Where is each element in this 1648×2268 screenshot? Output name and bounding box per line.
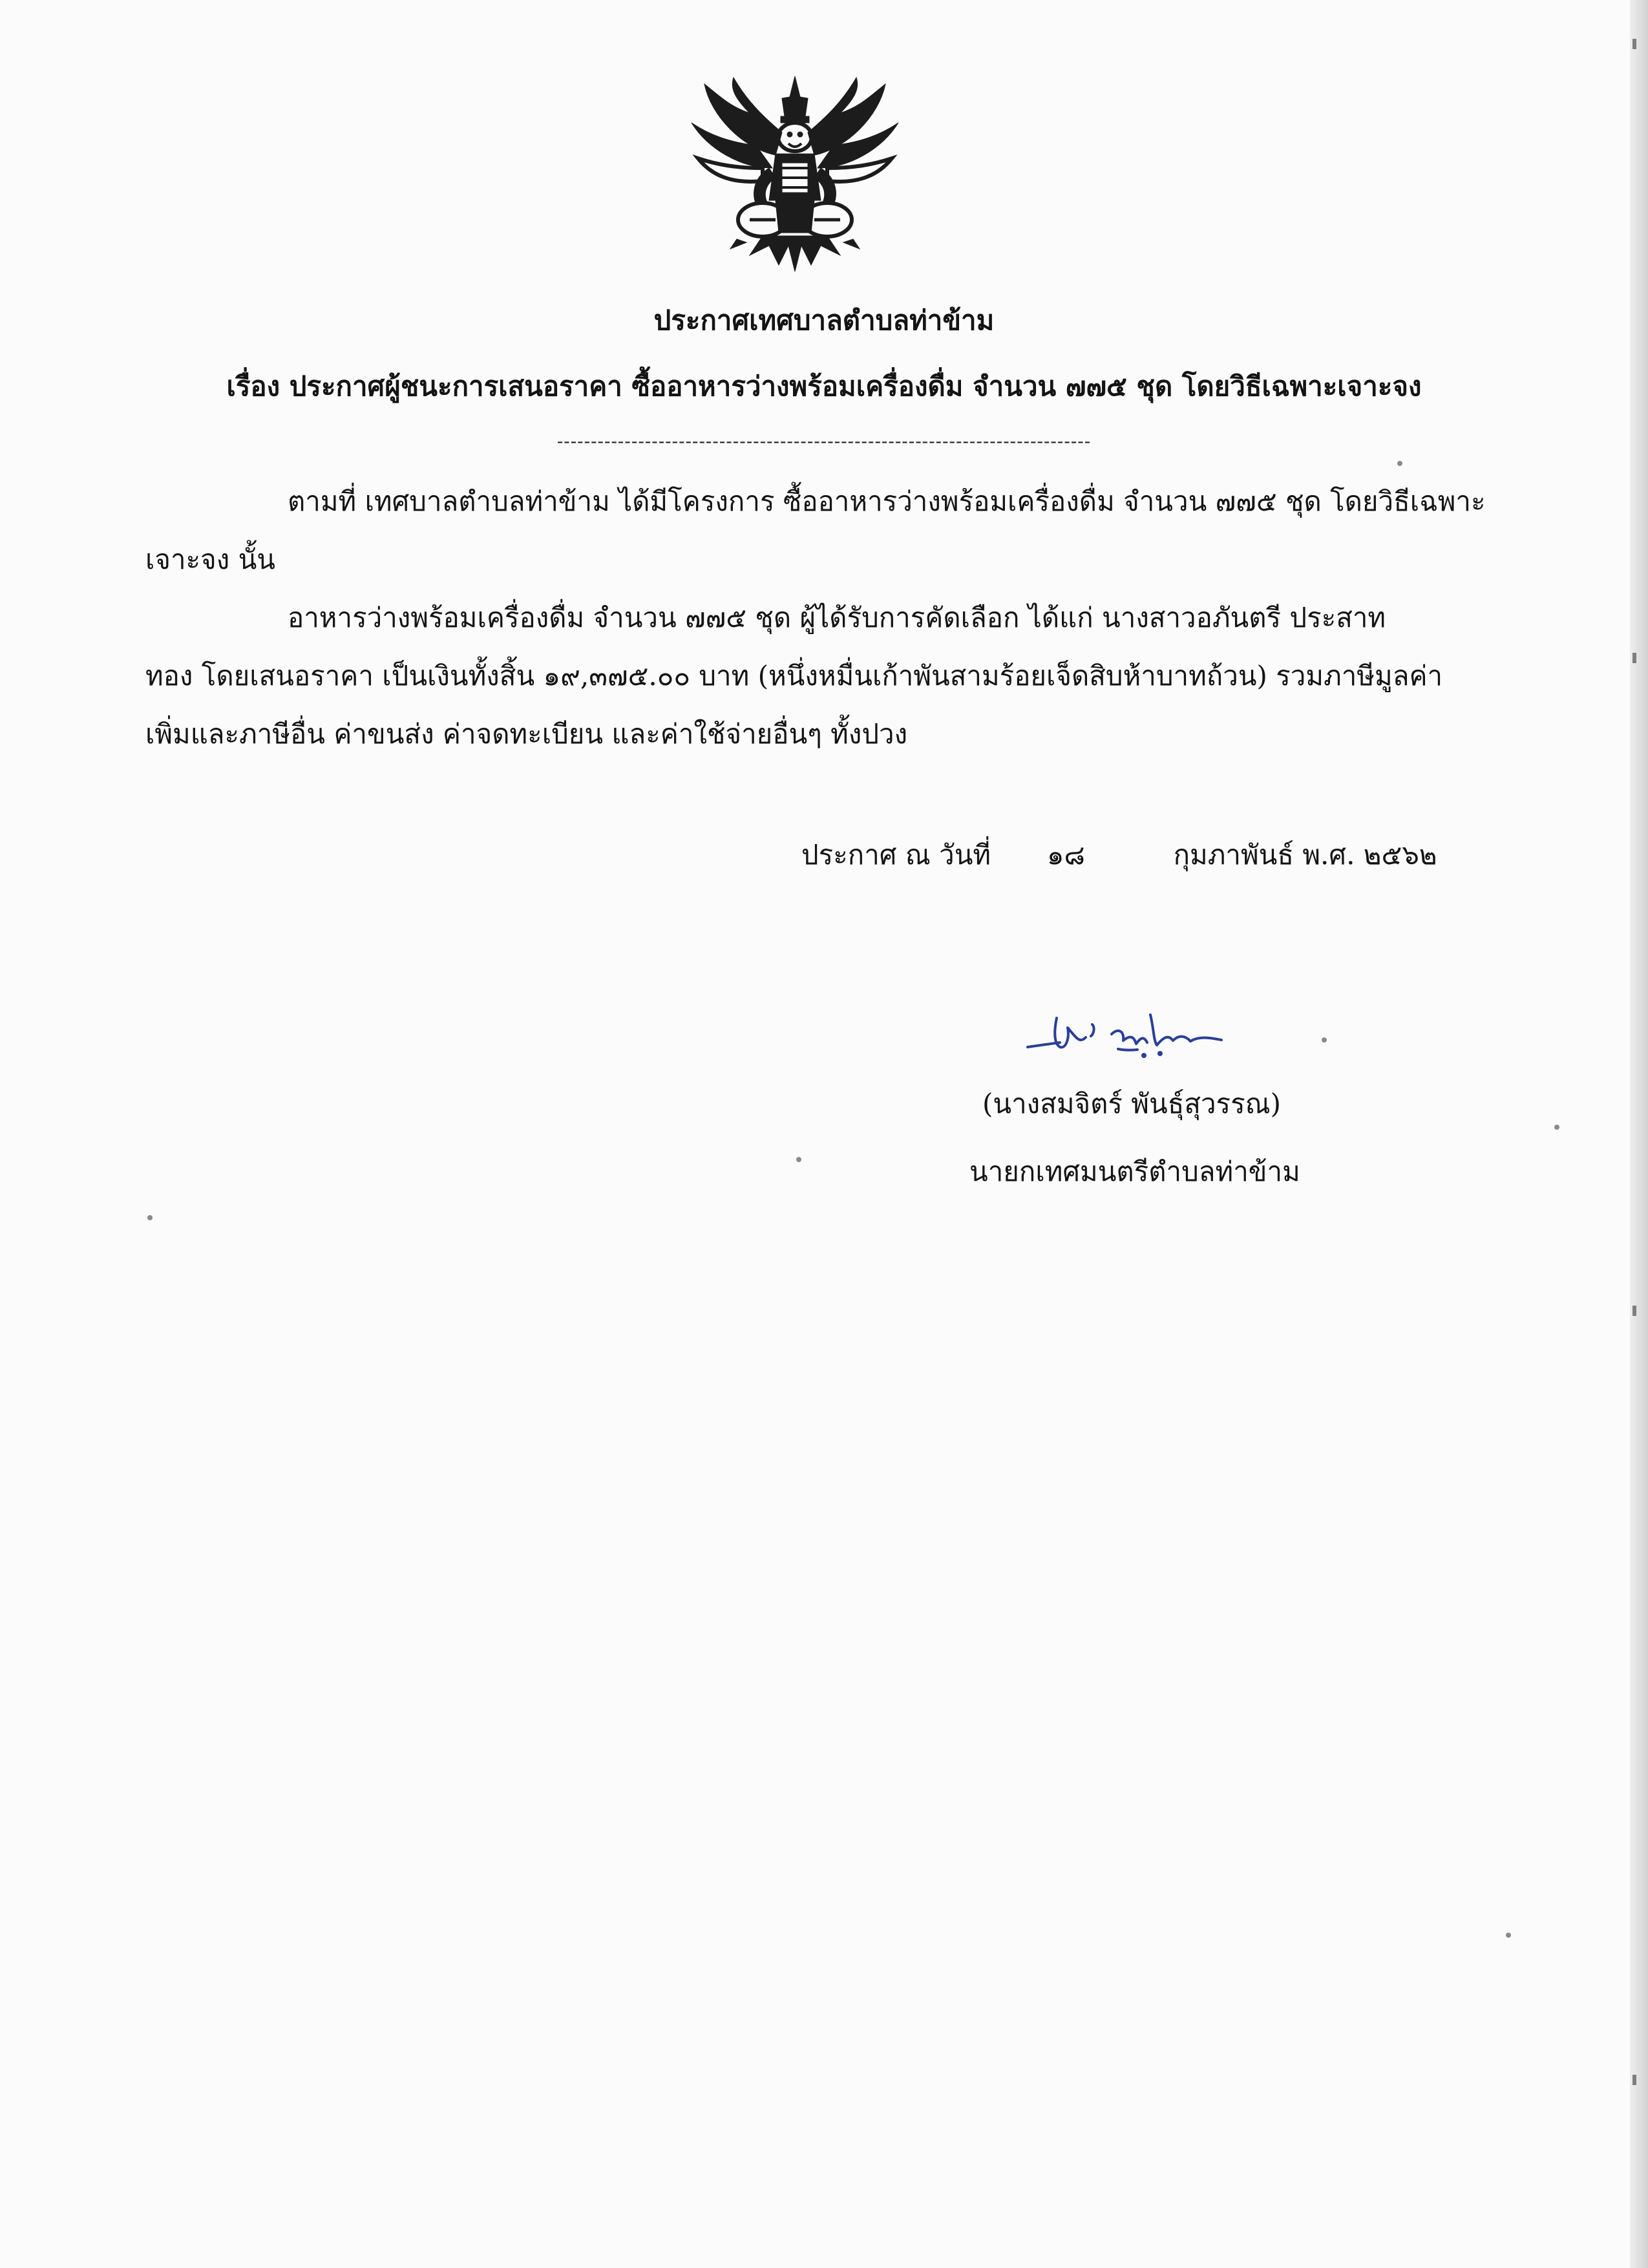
date-month-year: กุมภาพันธ์ พ.ศ. ๒๕๖๒ [1173, 839, 1437, 871]
paragraph-1-line-2: เจาะจง นั้น [145, 544, 275, 575]
document-title: ประกาศเทศบาลตำบลท่าข้าม [653, 304, 995, 336]
date-label: ประกาศ ณ วันที่ [801, 839, 991, 871]
scan-speck [796, 1157, 801, 1162]
scan-edge-mark [1632, 39, 1636, 49]
paragraph-2-line-2: ทอง โดยเสนอราคา เป็นเงินทั้งสิ้น ๑๙,๓๗๕.๐๐ บาท (หนึ่งหมื่นเก้าพันสามร้อยเจ็ดสิบห้าบาทถ้วน) รวมภาษีมูลค่า [145, 660, 1443, 692]
handwritten-signature [1021, 999, 1234, 1070]
scan-speck [147, 1215, 153, 1220]
paragraph-2-line-1: อาหารว่างพร้อมเครื่องดื่ม จำนวน ๗๗๕ ชุด ผู้ได้รับการคัดเลือก ได้แก่ นางสาวอภันตรี ประสาท [288, 602, 1386, 633]
garuda-emblem-icon [685, 71, 905, 284]
signatory-name: (นางสมจิตร์ พันธุ์สุวรรณ) [982, 1088, 1282, 1119]
scan-edge-mark [1632, 2075, 1636, 2085]
paragraph-2-line-3: เพิ่มและภาษีอื่น ค่าขนส่ง ค่าจดทะเบียน และค่าใช้จ่ายอื่นๆ ทั้งปวง [145, 718, 908, 750]
scan-speck [1397, 461, 1402, 466]
scan-speck [1506, 1933, 1511, 1938]
signatory-position: นายกเทศมนตรีตำบลท่าข้าม [969, 1156, 1300, 1187]
scan-edge-mark [1632, 653, 1636, 663]
paragraph-1-line-1: ตามที่ เทศบาลตำบลท่าข้าม ได้มีโครงการ ซื้ออาหารว่างพร้อมเครื่องดื่ม จำนวน ๗๗๕ ชุด โดยวิธีเฉพาะ [288, 485, 1486, 517]
scan-speck [1554, 1125, 1559, 1130]
scan-speck [1322, 1037, 1327, 1043]
scan-edge-mark [1632, 1306, 1636, 1316]
announcement-date [801, 837, 1437, 873]
date-day: ๑๘ [1046, 839, 1085, 871]
document-subject: เรื่อง ประกาศผู้ชนะการเสนอราคา ซื้ออาหารว่างพร้อมเครื่องดื่ม จำนวน ๗๗๕ ชุด โดยวิธีเฉพาะเจาะจง [226, 370, 1422, 402]
scan-edge [1630, 0, 1648, 2268]
divider-line: ------------------------------------------------------------------------------- [556, 430, 1092, 452]
